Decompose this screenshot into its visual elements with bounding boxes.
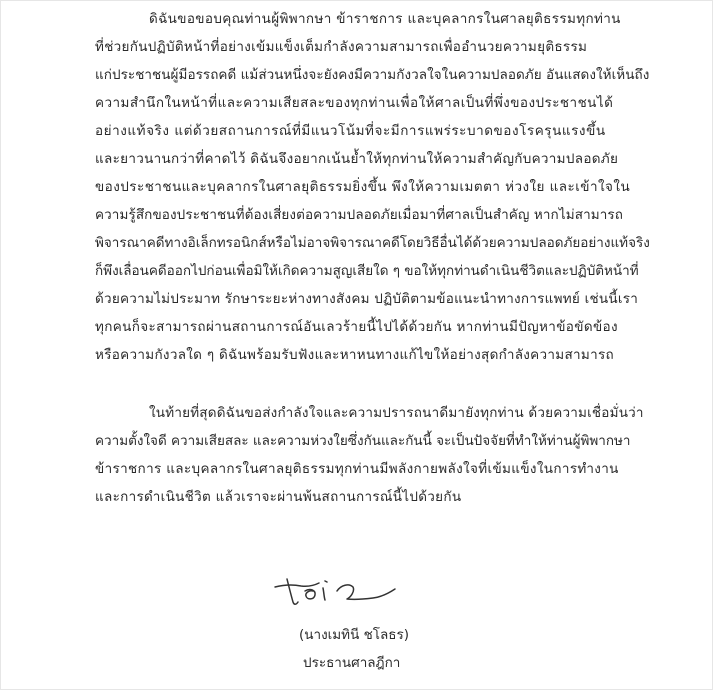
signature-stroke [337,585,395,599]
paragraph-line: และการดำเนินชีวิต แล้วเราจะผ่านพ้นสถานการณ์นี้ไปด้วยกัน [95,489,462,505]
paragraph-line: ก็พึงเลื่อนคดีออกไปก่อนเพื่อมิให้เกิดความสูญเสียใด ๆ ขอให้ทุกท่านดำเนินชีวิตและปฏิบัติหน้าที่ [95,263,639,279]
paragraph-line: และยาวนานกว่าที่คาดไว้ ดิฉันจึงอยากเน้นย้ำให้ทุกท่านให้ความสำคัญกับความปลอดภัย [95,151,619,167]
signature-stroke [325,581,327,582]
handwritten-signature [269,569,409,617]
paragraph-line: ความสำนึกในหน้าที่และความเสียสละของทุกท่านเพื่อให้ศาลเป็นที่พึ่งของประชาชนได้ [95,95,614,111]
paragraph-line: แก่ประชาชนผู้มีอรรถคดี แม้ส่วนหนึ่งจะยังคงมีความกังวลใจในความปลอดภัย อันแสดงให้เห็นถึง [95,67,650,83]
signer-name: (นางเมทินี ชโลธร) [299,627,410,643]
paragraph-line: ดิฉันขอขอบคุณท่านผู้พิพากษา ข้าราชการ และบุคลากรในศาลยุติธรรมทุกท่าน [149,11,621,27]
paragraph-line: ความรู้สึกของประชาชนที่ต้องเสี่ยงต่อความปลอดภัยเมื่อมาที่ศาลเป็นสำคัญ หากไม่สามารถ [95,207,624,223]
signer-title: ประธานศาลฎีกา [303,655,401,671]
paragraph-line: ที่ช่วยกันปฏิบัติหน้าที่อย่างเข้มแข็งเต็มกำลังความสามารถเพื่ออำนวยความยุติธรรม [95,39,588,55]
signature-stroke [305,590,315,599]
paragraph-line: ในท้ายที่สุดดิฉันขอส่งกำลังใจและความปรารถนาดีมายังทุกท่าน ด้วยความเชื่อมั่นว่า [149,405,644,421]
paragraph-line: ของประชาชนและบุคลากรในศาลยุติธรรมยิ่งขึ้น พึงให้ความเมตตา ห่วงใย และเข้าใจใน [95,179,631,195]
signature-stroke [287,579,298,604]
paragraph-line: ด้วยความไม่ประมาท รักษาระยะห่างทางสังคม ปฏิบัติตามข้อแนะนำทางการแพทย์ เช่นนี้เรา [95,291,639,307]
paragraph-line: พิจารณาคดีทางอิเล็กทรอนิกส์หรือไม่อาจพิจารณาคดีโดยวิธีอื่นได้ด้วยความปลอดภัยอย่างแท้จริง [95,235,650,251]
signature-stroke [275,583,319,587]
paragraph-line: ทุกคนก็จะสามารถผ่านสถานการณ์อันเลวร้ายนี้ไปได้ด้วยกัน หากท่านมีปัญหาข้อขัดข้อง [95,319,618,335]
paragraph-line: ความตั้งใจดี ความเสียสละ และความห่วงใยซึ่งกันและกันนี้ จะเป็นปัจจัยที่ทำให้ท่านผู้พิพากษา [95,433,631,449]
signature-stroke [323,588,325,600]
paragraph-line: อย่างแท้จริง แต่ด้วยสถานการณ์ที่มีแนวโน้มที่จะมีการแพร่ระบาดของโรครุนแรงขึ้น [95,123,606,139]
paragraph-line: หรือความกังวลใด ๆ ดิฉันพร้อมรับฟังและหาหนทางแก้ไขให้อย่างสุดกำลังความสามารถ [95,347,614,363]
paragraph-line: ข้าราชการ และบุคลากรในศาลยุติธรรมทุกท่านมีพลังกายพลังใจที่เข้มแข็งในการทำงาน [95,461,619,477]
